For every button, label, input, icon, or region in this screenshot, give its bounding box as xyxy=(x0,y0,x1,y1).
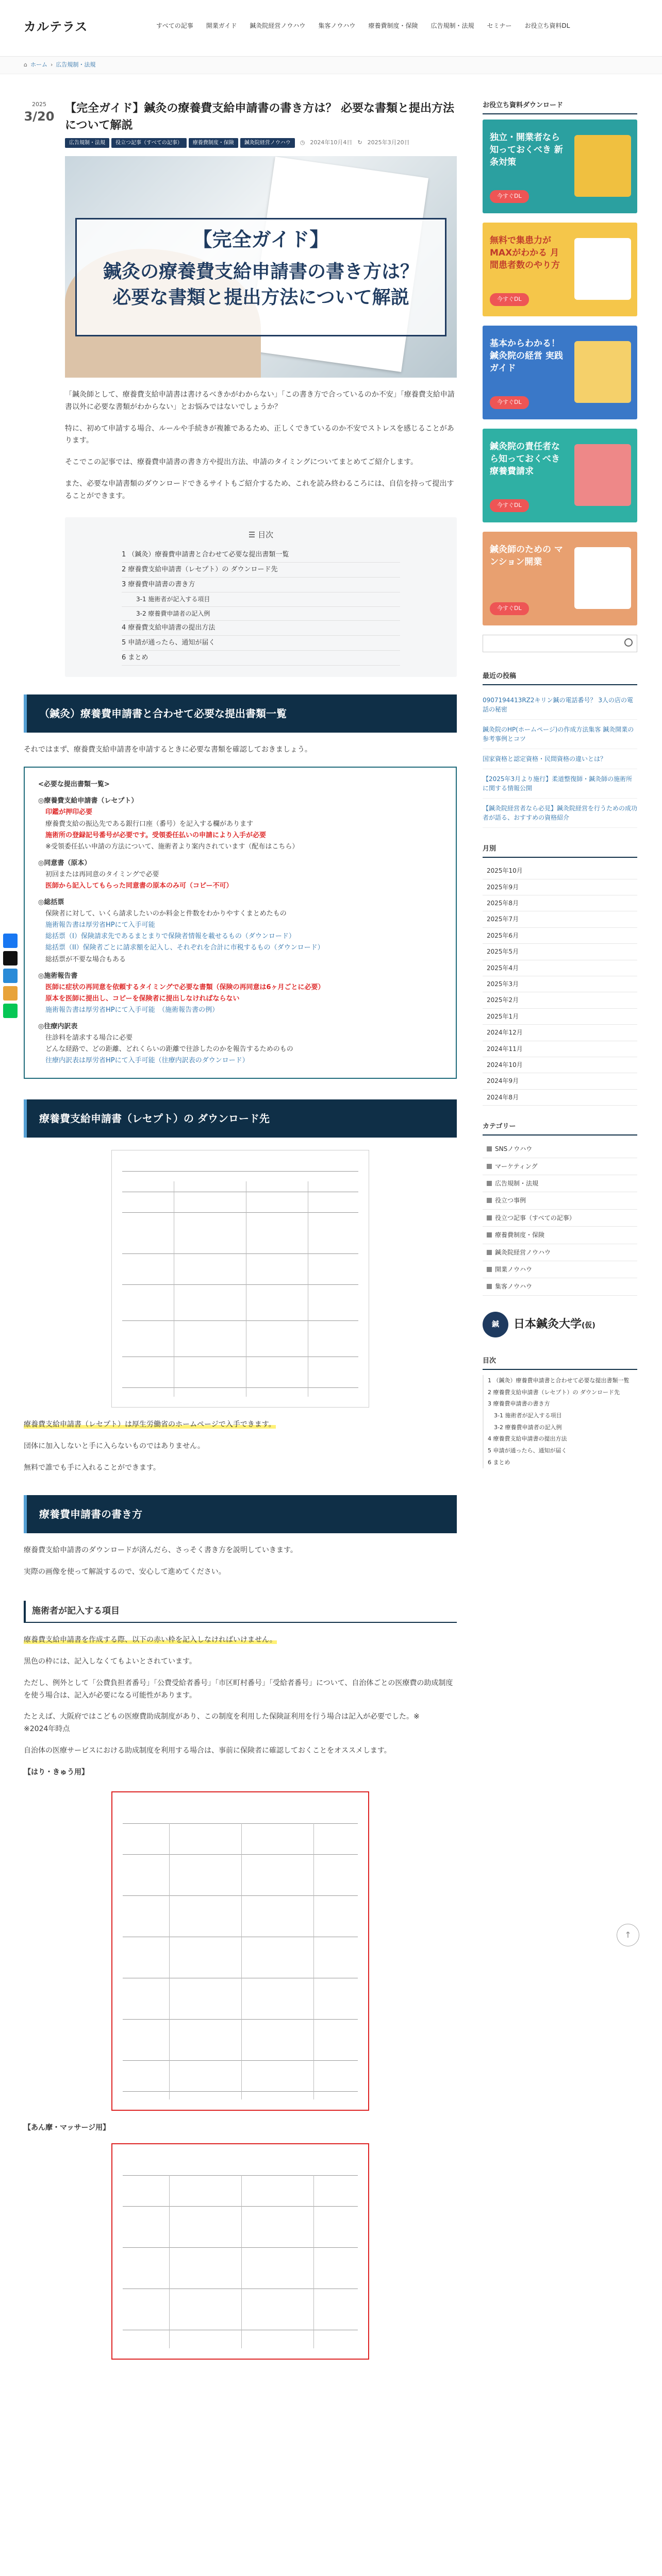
download-note[interactable]: 療養費支給申請書（レセプト）は厚生労働省のホームページで入手できます。 xyxy=(24,1420,276,1429)
section3-detail xyxy=(24,1634,457,1778)
archive-link[interactable]: 2025年8月 xyxy=(483,895,637,911)
home-icon[interactable]: ⌂ xyxy=(24,61,27,69)
sub-heading: 施術者が記入する項目 xyxy=(24,1601,457,1623)
required-docs-box xyxy=(24,767,457,1079)
toc-item[interactable]: 3 療養費申請書の書き方 xyxy=(122,578,400,592)
sidebar-toc-item[interactable]: 3 療養費申請書の書き方 xyxy=(483,1398,637,1410)
university-name xyxy=(514,1315,595,1334)
nav-item[interactable]: 広告規制・法規 xyxy=(431,22,474,29)
doc-item: 総括票が不要な場合もある xyxy=(45,955,126,963)
paragraph: 団体に加入しないと手に入らないものではありません。 xyxy=(24,1442,205,1451)
published-date: 2024年10月4日 xyxy=(310,139,353,146)
archive-link[interactable]: 2025年2月 xyxy=(483,992,637,1008)
doc-item: 原本を医師に提出し、コピーを保険者に提出しなければならない xyxy=(45,994,240,1003)
tag[interactable]: 療養費制度・保険 xyxy=(189,138,238,148)
category-link[interactable] xyxy=(483,1141,637,1158)
doc-item: 療養費支給の振込先である銀行口座（番号）を記入する欄があります xyxy=(45,820,254,828)
hero-line1: 【完全ガイド】 xyxy=(192,228,329,251)
folder-icon xyxy=(487,1164,492,1169)
tag[interactable]: 広告規制・法規 xyxy=(65,138,109,148)
folder-icon xyxy=(487,1267,492,1272)
doc-item[interactable]: 施術報告書は厚労省HPにて入手可能 xyxy=(45,921,155,929)
category-link[interactable] xyxy=(483,1278,637,1295)
receipt-form-image xyxy=(111,1150,369,1408)
sidebar-toc-item[interactable]: 5 申請が通ったら、通知が届く xyxy=(483,1445,637,1457)
section3-body xyxy=(24,1545,457,1579)
form-label-b xyxy=(24,2122,457,2134)
section-lead xyxy=(24,744,457,756)
folder-icon xyxy=(487,1181,492,1186)
hero-line3-text: 必要な書類と提出方法について解説 xyxy=(112,287,409,309)
intro-paragraph: 「鍼灸師として、療養費支給申請書は書けるべきかがわからない」「この書き方で合っているのか不安」「療養費支給申請書以外に必要な書類がわからない」とお悩みではないでしょうか？ xyxy=(65,391,455,411)
sidebar-heading: お役立ち資料ダウンロード xyxy=(483,100,637,114)
archive-link[interactable]: 2025年7月 xyxy=(483,911,637,927)
page-title: 【完全ガイド】鍼灸の療養費支給申請書の書き方は？ 必要な書類と提出方法について解説 xyxy=(65,102,455,132)
banner-title: 無料で集患力がMAXがわかる 月間患者数のやり方 xyxy=(490,235,560,270)
main-nav xyxy=(150,21,576,31)
banner-illustration xyxy=(574,341,631,403)
banner-button[interactable]: 今すぐDL xyxy=(490,190,529,203)
archive-link[interactable]: 2024年9月 xyxy=(483,1073,637,1089)
banner-button[interactable]: 今すぐDL xyxy=(490,293,529,306)
paragraph: たとえば、大阪府ではこどもの医療費助成制度があり、この制度を利用した保険証利用を行う場合は記入が必要でした。※ xyxy=(24,1713,420,1721)
doc-item: どんな経路で、どの距離、どれくらいの距離で往診したのかを報告するためのもの xyxy=(45,1045,293,1054)
paragraph: 自治体の医療サービスにおける助成制度を利用する場合は、事前に保険者に確認しておくことをオススメします。 xyxy=(24,1747,391,1755)
sidebar-toc-item[interactable]: 4 療養費支給申請書の提出方法 xyxy=(483,1433,637,1445)
banner-title: 独立・開業者なら知っておくべき 新条対策 xyxy=(490,132,563,167)
form-label: 【はり・きゅう用】 xyxy=(24,1768,89,1776)
clock-icon: ◷ xyxy=(300,139,305,146)
university-logo: 鍼 xyxy=(483,1312,508,1337)
category-link[interactable] xyxy=(483,1210,637,1227)
doc-item: 施術所の登録記号番号が必要です。受領委任払いの申請により入手が必要 xyxy=(45,831,266,839)
archive-link[interactable]: 2025年6月 xyxy=(483,928,637,944)
category-label: SNSノウハウ xyxy=(495,1145,533,1153)
breadcrumb xyxy=(0,57,662,74)
download-banner[interactable] xyxy=(483,223,637,316)
nav-item[interactable]: セミナー xyxy=(487,22,512,29)
download-banner[interactable] xyxy=(483,429,637,522)
post-date xyxy=(24,100,55,123)
banner-illustration xyxy=(574,444,631,506)
doc-item: 保険者に対して、いくら請求したいのか料金と件数をわかりやすくまとめたもの xyxy=(45,910,287,918)
banner-title: 鍼灸院の責任者なら知っておくべき 療養費請求 xyxy=(490,442,560,477)
updated-date: 2025年3月20日 xyxy=(367,139,410,146)
toc-item[interactable]: 1 （鍼灸）療養費申請書と合わせて必要な提出書類一覧 xyxy=(122,548,400,563)
toc-title-text: 目次 xyxy=(258,530,274,539)
nav-item[interactable]: お役立ち資料DL xyxy=(524,22,570,29)
doc-group-title: ◎同意書（原本） xyxy=(38,859,91,867)
doc-item[interactable]: 総括票（I）保険請求先であるまとまりで保険者情報を載せるもの（ダウンロード） xyxy=(45,933,295,941)
toc-title[interactable] xyxy=(122,529,400,542)
recent-post-link[interactable]: 【2025年3月より施行】柔道整復師・鍼灸師の施術所に関する情報公開 xyxy=(483,769,637,799)
download-banner[interactable] xyxy=(483,326,637,419)
nav-item[interactable]: すべての記事 xyxy=(156,22,193,29)
article xyxy=(24,100,457,2360)
doc-item[interactable]: 往療内訳表は厚労省HPにて入手可能（往療内訳表のダウンロード） xyxy=(45,1057,249,1065)
university-banner[interactable] xyxy=(483,1309,637,1340)
back-to-top-button[interactable]: ↑ xyxy=(617,1924,639,1946)
sidebar-heading: 目次 xyxy=(483,1355,637,1370)
archive-link[interactable]: 2024年10月 xyxy=(483,1057,637,1073)
paragraph: 実際の画像を使って解説するので、安心して進めてください。 xyxy=(24,1567,226,1576)
category-label: 鍼灸院経営ノウハウ xyxy=(495,1248,551,1256)
category-link[interactable] xyxy=(483,1227,637,1244)
doc-item[interactable]: 総括票（II）保険者ごとに請求額を記入し、それぞれを合計に市税するもの（ダウンロード） xyxy=(45,944,324,952)
category-link[interactable] xyxy=(483,1244,637,1261)
archive-link[interactable]: 2024年12月 xyxy=(483,1025,637,1041)
section2-body xyxy=(24,1419,457,1474)
sidebar-toc-item[interactable]: 3-2 療養費申請者の記入例 xyxy=(483,1422,637,1434)
nav-item[interactable]: 鍼灸院経営ノウハウ xyxy=(250,22,306,29)
sidebar-heading: 月別 xyxy=(483,843,637,858)
paragraph: ただし、例外として「公費負担者番号」「公費受給者番号」「市区町村番号」「受給者番号」について、自治体ごとの医療費の助成制度を使う場合は、記入が必要になる可能性があります。 xyxy=(24,1679,453,1700)
section-heading: （鍼灸）療養費申請書と合わせて必要な提出書類一覧 xyxy=(24,694,457,733)
download-banner[interactable] xyxy=(483,532,637,625)
category-label: 役立つ記事（すべての記事） xyxy=(495,1214,575,1222)
banner-button[interactable]: 今すぐDL xyxy=(490,602,529,615)
recent-post-link[interactable]: 【鍼灸院経営者なら必見】鍼灸院経営を行うための成功者が語る、おすすめの資格紹介 xyxy=(483,799,637,828)
archive-link[interactable]: 2024年11月 xyxy=(483,1041,637,1057)
archive-link[interactable]: 2024年8月 xyxy=(483,1090,637,1106)
category-link[interactable] xyxy=(483,1158,637,1175)
form-label: 【あん摩・マッサージ用】 xyxy=(24,2123,110,2132)
x-share-icon[interactable] xyxy=(3,951,18,965)
intro-paragraph: 特に、初めて申請する場合、ルールや手続きが複雑であるため、正しくできているのか不安でストレスを感じることがあります。 xyxy=(65,424,454,445)
category-label: マーケティング xyxy=(495,1162,538,1170)
folder-icon xyxy=(487,1232,492,1238)
banner-button[interactable]: 今すぐDL xyxy=(490,396,529,409)
category-link[interactable] xyxy=(483,1261,637,1278)
archive-link[interactable]: 2025年1月 xyxy=(483,1009,637,1025)
section-heading: 療養費申請書の書き方 xyxy=(24,1495,457,1533)
folder-icon xyxy=(487,1284,492,1289)
recent-post-link[interactable]: 0907194413RZ2キリン鍼の電話番号？ 3人の店の電話の秘密 xyxy=(483,690,637,720)
archive-link[interactable]: 2025年10月 xyxy=(483,863,637,879)
breadcrumb-home[interactable]: ホーム xyxy=(30,61,47,69)
category-link[interactable] xyxy=(483,1192,637,1209)
category-label: 集客ノウハウ xyxy=(495,1283,533,1291)
doc-item: 往診料を請求する場合に必要 xyxy=(45,1034,133,1042)
intro-paragraph: また、必要な申請書類のダウンロードできるサイトもご紹介するため、これを読み終わるころには、自信を持って提出することができます。 xyxy=(65,479,454,500)
sidebar-toc-item[interactable]: 2 療養費支給申請書（レセプト）の ダウンロード先 xyxy=(483,1387,637,1399)
doc-item: 初回または再同意のタイミングで必要 xyxy=(45,870,159,878)
toc-item[interactable]: 6 まとめ xyxy=(122,651,400,666)
sidebar-heading: 最近の投稿 xyxy=(483,671,637,685)
site-header xyxy=(0,0,662,57)
paragraph: ※2024年時点 xyxy=(24,1725,70,1734)
category-label: 役立つ事例 xyxy=(495,1197,526,1205)
banner-illustration xyxy=(574,135,631,197)
folder-icon xyxy=(487,1250,492,1255)
intro-paragraph: そこでこの記事では、療養費申請書の書き方や提出方法、申請のタイミングについてまとめてご紹介します。 xyxy=(65,458,418,467)
tag[interactable]: 鍼灸院経営ノウハウ xyxy=(240,138,295,148)
refresh-icon: ↻ xyxy=(357,139,362,146)
doc-item: 医師から記入してもらった同意書の原本のみ可（コピー不可） xyxy=(45,882,233,890)
sidebar-toc-item[interactable]: 1 （鍼灸）療養費申請書と合わせて必要な提出書類一覧 xyxy=(483,1375,637,1387)
toc-item[interactable]: 4 療養費支給申請書の提出方法 xyxy=(122,621,400,636)
sidebar-heading: カテゴリー xyxy=(483,1121,637,1136)
archive-link[interactable]: 2025年4月 xyxy=(483,960,637,976)
sidebar-toc-item[interactable]: 6 まとめ xyxy=(483,1457,637,1469)
paragraph: 黒色の枠には、記入しなくてもよいとされています。 xyxy=(24,1657,196,1666)
post-year: 2025 xyxy=(32,101,46,108)
archive-link[interactable]: 2025年3月 xyxy=(483,976,637,992)
hatena-share-icon[interactable] xyxy=(3,969,18,983)
toc-item[interactable]: 3-1 施術者が記入する項目 xyxy=(122,592,400,606)
nav-item[interactable]: 開業ガイド xyxy=(206,22,237,29)
site-logo[interactable]: カルテラス xyxy=(24,20,88,34)
doc-group-title: ◎療養費支給申請書（レセプト） xyxy=(38,797,138,805)
paragraph: 無料で誰でも手に入れることができます。 xyxy=(24,1463,160,1472)
doc-item: 印鑑が押印必要 xyxy=(45,808,93,817)
toc-item[interactable]: 5 申請が通ったら、通知が届く xyxy=(122,636,400,651)
recent-post-link[interactable]: 鍼灸院のHP(ホームページ)の作成方法集客 鍼灸開業の参考事例とコツ xyxy=(483,720,637,749)
recent-post-link[interactable]: 国家資格と認定資格・民間資格の違いとは？ xyxy=(483,749,637,769)
folder-icon xyxy=(487,1215,492,1221)
banner-title: 鍼灸師のための マンション開業 xyxy=(490,545,563,567)
category-label: 開業ノウハウ xyxy=(495,1265,533,1273)
post-tags xyxy=(65,138,457,148)
toc-item[interactable]: 3-2 療養費申請者の記入例 xyxy=(122,607,400,621)
search-icon[interactable] xyxy=(624,638,633,647)
hero-image xyxy=(65,156,457,378)
breadcrumb-sep: › xyxy=(50,61,53,69)
folder-icon xyxy=(487,1146,492,1151)
massage-form-image xyxy=(111,2143,369,2360)
facebook-share-icon[interactable] xyxy=(3,934,18,948)
doc-item[interactable]: 施術報告書は厚労省HPにて入手可能 （施術報告書の例） xyxy=(45,1006,219,1014)
category-link[interactable] xyxy=(483,1175,637,1192)
nav-item[interactable]: 集客ノウハウ xyxy=(318,22,356,29)
toc-item[interactable]: 2 療養費支給申請書（レセプト）の ダウンロード先 xyxy=(122,563,400,578)
line-share-icon[interactable] xyxy=(3,1004,18,1018)
acupuncture-form-image xyxy=(111,1791,369,2111)
archive-link[interactable]: 2025年9月 xyxy=(483,879,637,895)
docs-box-title: <必要な提出書類一覧> xyxy=(38,781,110,789)
search-input[interactable] xyxy=(483,635,637,652)
doc-group-title: ◎往療内訳表 xyxy=(38,1023,78,1030)
university-name-text: 日本鍼灸大学 xyxy=(514,1318,582,1331)
table-of-contents xyxy=(65,517,457,677)
university-badge: (仮) xyxy=(582,1321,595,1330)
hero-line2-text: 鍼灸の療養費支給申請書の書き方は？ xyxy=(103,261,419,282)
category-label: 療養費制度・保険 xyxy=(495,1231,545,1239)
doc-group-title: ◎総括票 xyxy=(38,899,64,907)
red-frame-note: 療養費支給申請書を作成する際、以下の赤い枠を記入しなければいけません。 xyxy=(24,1636,277,1645)
list-icon: ☰ xyxy=(248,530,258,539)
doc-item[interactable]: ※受領委任払い申請の方法について、施術者より案内されています（配布はこちら） xyxy=(45,842,299,851)
download-banner[interactable] xyxy=(483,120,637,213)
category-label: 広告規制・法規 xyxy=(495,1180,539,1188)
banner-title: 基本からわかる！ 鍼灸院の経営 実践ガイド xyxy=(490,338,563,374)
tag[interactable]: 役立つ記事（すべての記事） xyxy=(111,138,187,148)
banner-illustration xyxy=(574,547,631,609)
intro xyxy=(65,389,457,503)
post-month-day: 3/20 xyxy=(24,109,55,124)
section-heading: 療養費支給申請書（レセプト）の ダウンロード先 xyxy=(24,1099,457,1138)
paragraph: 療養費支給申請書のダウンロードが済んだら、さっそく書き方を説明していきます。 xyxy=(24,1546,297,1554)
section-lead-text: それではまず、療養費支給申請書を申請するときに必要な書類を確認しておきましょう。 xyxy=(24,745,312,754)
folder-icon xyxy=(487,1198,492,1203)
archive-link[interactable]: 2025年5月 xyxy=(483,944,637,960)
sidebar xyxy=(483,100,637,1468)
pocket-share-icon[interactable] xyxy=(3,986,18,1001)
breadcrumb-current[interactable]: 広告規制・法規 xyxy=(56,61,96,69)
doc-item: 医師に症状の再同意を依頼するタイミングで必要な書類（保険の再同意は6ヶ月ごとに必要） xyxy=(45,983,325,991)
nav-item[interactable]: 療養費制度・保険 xyxy=(368,22,418,29)
doc-group-title: ◎施術報告書 xyxy=(38,972,78,980)
sidebar-toc-item[interactable]: 3-1 施術者が記入する項目 xyxy=(483,1410,637,1422)
banner-button[interactable]: 今すぐDL xyxy=(490,499,529,512)
hero-line2 xyxy=(65,259,457,311)
banner-illustration xyxy=(574,238,631,300)
